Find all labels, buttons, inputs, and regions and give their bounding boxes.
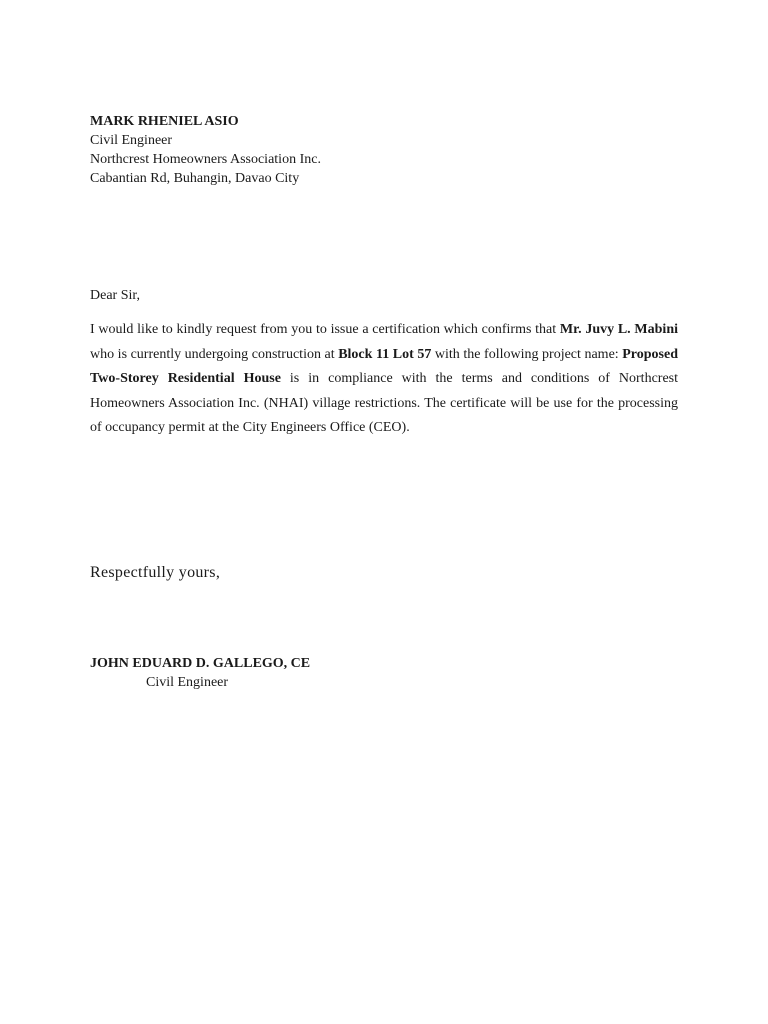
owner-name: Mr. Juvy L. Mabini	[559, 322, 679, 337]
signatory-title: Civil Engineer	[146, 675, 229, 690]
body-text-part4: is in compliance with the terms and conditions of Northcrest Homeowners Association Inc. (NHAI) village restrictions. The certificate will be use for the processing of occupancy permit at the City Engineers Office (CEO).	[90, 371, 679, 435]
letter-body	[90, 318, 678, 441]
recipient-block	[90, 112, 321, 188]
closing: Respectfully yours,	[90, 564, 221, 581]
recipient-name: MARK RHENIEL ASIO	[90, 114, 239, 129]
recipient-organization: Northcrest Homeowners Association Inc.	[90, 152, 321, 167]
signatory-block	[90, 654, 310, 692]
project-name: Proposed Two-Storey Residential House	[90, 346, 678, 386]
body-text-part1: I would like to kindly request from you to issue a certification which confirms that	[90, 322, 560, 337]
body-text-part2: who is currently undergoing construction at	[90, 346, 339, 362]
signatory-name: JOHN EDUARD D. GALLEGO, CE	[90, 656, 311, 671]
recipient-title: Civil Engineer	[90, 133, 173, 148]
body-text-part3: with the following project name:	[431, 346, 623, 362]
salutation: Dear Sir,	[90, 288, 140, 303]
recipient-address: Cabantian Rd, Buhangin, Davao City	[90, 171, 300, 186]
lot-number: Block 11 Lot 57	[338, 346, 432, 362]
